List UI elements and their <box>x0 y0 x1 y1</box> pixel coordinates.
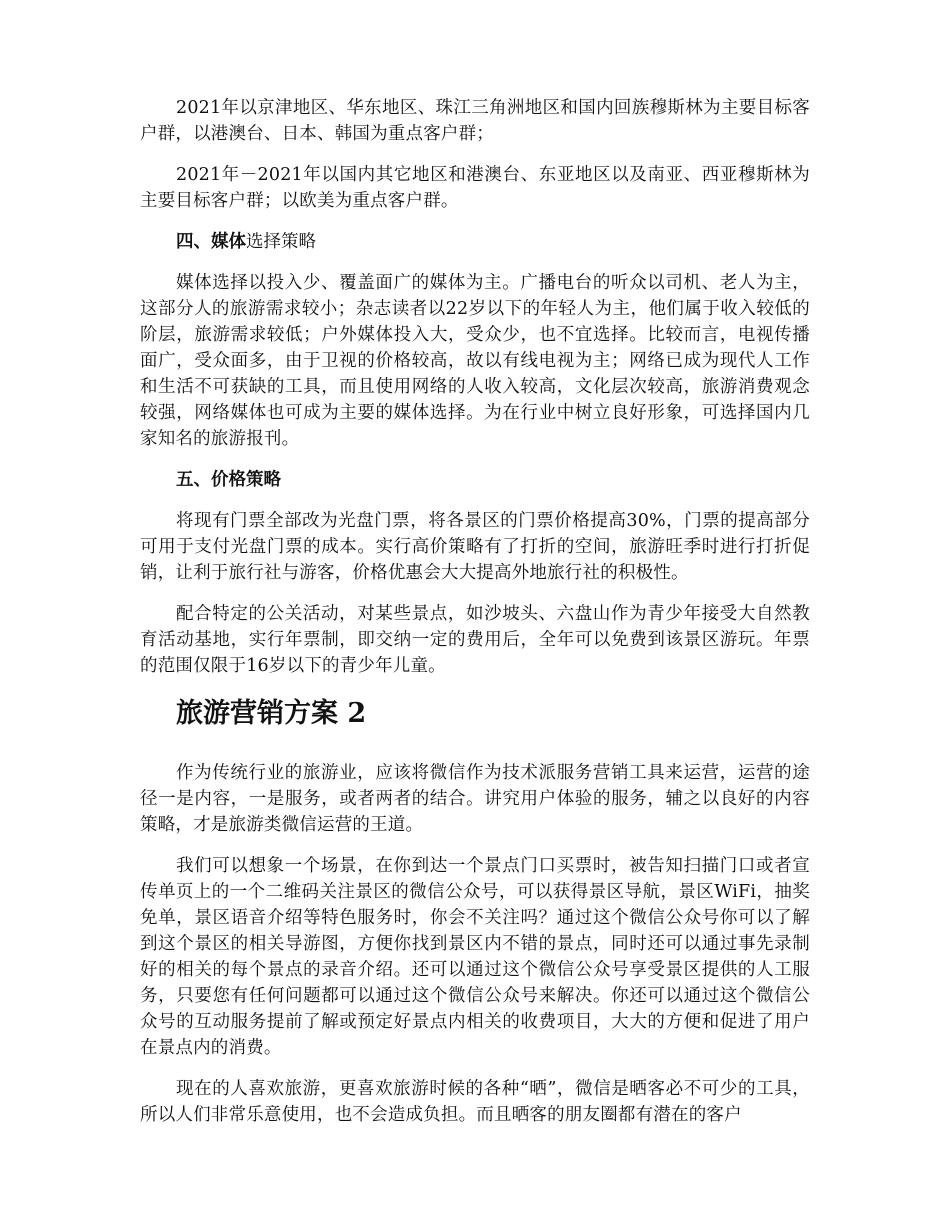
paragraph-target-customers-2021: 2021年以京津地区、华东地区、珠江三角洲地区和国内回族穆斯林为主要目标客户群，以港澳台、日本、韩国为重点客户群； <box>140 98 810 144</box>
paragraph-media-strategy: 媒体选择以投入少、覆盖面广的媒体为主。广播电台的听众以司机、老人为主，这部分人的旅游需求较小；杂志读者以22岁以下的年轻人为主，他们属于收入较低的阶层，旅游需求较低；户外媒体投入大，受众少，也不宜选择。比较而言，电视传播面广，受众面多，由于卫视的价格较高，故以有线电视为主；网络已成为现代人工作和生活不可获缺的工具，而且使用网络的人收入较高，文化层次较高，旅游消费观念较强，网络媒体也可成为主要的媒体选择。为在行业中树立良好形象，可选择国内几家知名的旅游报刊。 <box>140 273 810 449</box>
section-heading-media-rest: 选择策略 <box>246 232 316 252</box>
paragraph-sharing: 现在的人喜欢旅游，更喜欢旅游时候的各种“晒”，微信是晒客必不可少的工具，所以人们非常乐意使用，也不会造成负担。而且晒客的朋友圈都有潜在的客户 <box>140 1079 810 1125</box>
document-title-plan-2: 旅游营销方案 2 <box>176 698 367 729</box>
section-heading-media <box>140 229 810 255</box>
section-heading-price <box>140 467 810 493</box>
section-heading-media-bold: 四、媒体 <box>176 232 246 252</box>
paragraph-wechat-intro: 作为传统行业的旅游业，应该将微信作为技术派服务营销工具来运营，运营的途径一是内容，一是服务，或者两者的结合。讲究用户体验的服务，辅之以良好的内容策略，才是旅游类微信运营的王道。 <box>140 763 810 835</box>
section-heading-price-text: 五、价格策略 <box>176 470 281 490</box>
paragraph-annual-ticket: 配合特定的公关活动，对某些景点，如沙坡头、六盘山作为青少年接受大自然教育活动基地，实行年票制，即交纳一定的费用后，全年可以免费到该景区游玩。年票的范围仅限于16岁以下的青少年儿童。 <box>140 604 810 676</box>
paragraph-target-customers-later: 2021年－2021年以国内其它地区和港澳台、东亚地区以及南亚、西亚穆斯林为主要目标客户群；以欧美为重点客户群。 <box>140 165 810 211</box>
paragraph-wechat-scenario: 我们可以想象一个场景，在你到达一个景点门口买票时，被告知扫描门口或者宣传单页上的一个二维码关注景区的微信公众号，可以获得景区导航，景区WiFi，抽奖免单，景区语音介绍等特色服务时，你会不关注吗？通过这个微信公众号你可以了解到这个景区的相关导游图，方便你找到景区内不错的景点，同时还可以通过事先录制好的相关的每个景点的录音介绍。还可以通过这个微信公众号享受景区提供的人工服务，只要您有任何问题都可以通过这个微信公众号来解决。你还可以通过这个微信公众号的互动服务提前了解或预定好景点内相关的收费项目，大大的方便和促进了用户在景点内的消费。 <box>140 856 810 1058</box>
paragraph-price-strategy: 将现有门票全部改为光盘门票，将各景区的门票价格提高30%，门票的提高部分可用于支付光盘门票的成本。实行高价策略有了打折的空间，旅游旺季时进行打折促销，让利于旅行社与游客，价格优惠会大大提高外地旅行社的积极性。 <box>140 511 810 583</box>
